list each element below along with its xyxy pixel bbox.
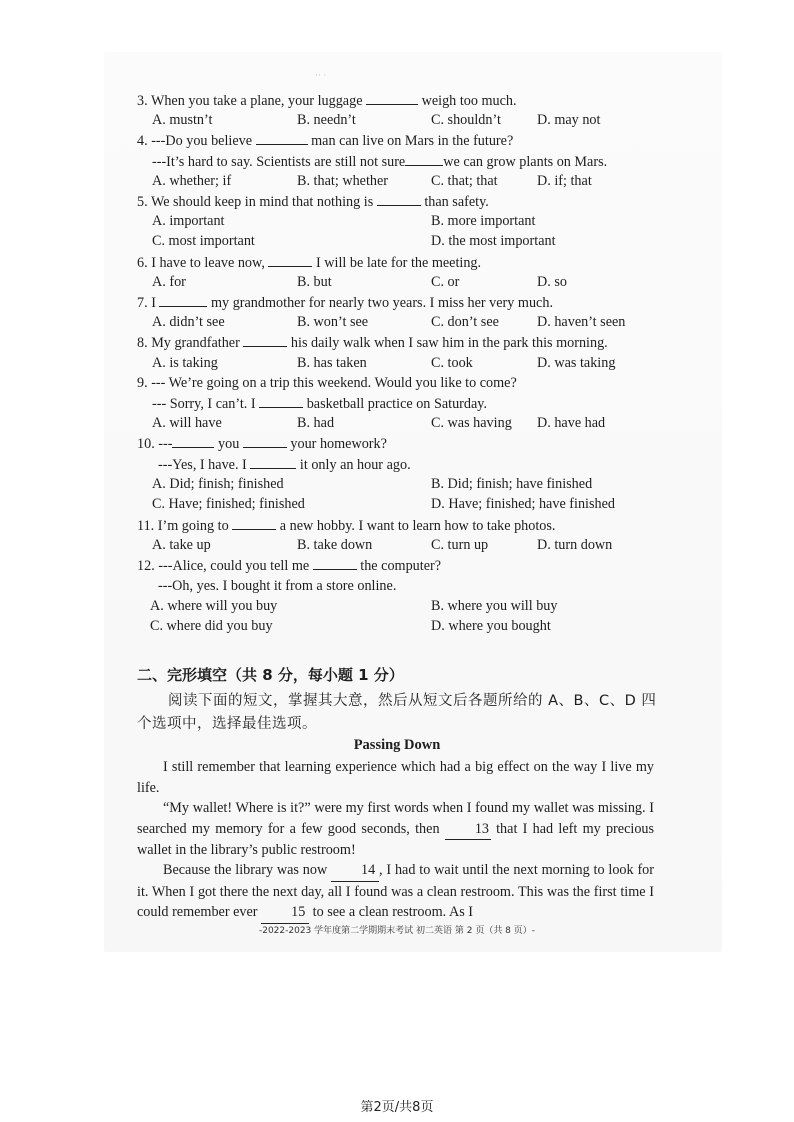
passage-title: Passing Down [353, 737, 441, 753]
option-a: A. will have [152, 415, 222, 431]
question-6: 6. I have to leave now, I will be late for the meeting. [137, 255, 482, 271]
passage-paragraph-1: I still remember that learning experience which had a big effect on the way I live my life. [137, 759, 654, 796]
section-heading: 二、完形填空（共 8 分，每小题 1 分） [137, 666, 404, 684]
question-12: 12. ---Alice, could you tell me the computer? [137, 558, 442, 574]
option-a: A. for [152, 274, 186, 290]
section-instruction: 阅读下面的短文，掌握其大意，然后从短文后各题所给的 A、B、C、D 四 [168, 693, 657, 709]
exam-footer: -2022-2023 学年度第二学期期末考试 初二英语 第 2 页（共 8 页）- [258, 926, 536, 936]
answer-blank [232, 517, 276, 530]
option-d: D. turn down [537, 537, 613, 553]
answer-blank [172, 435, 214, 448]
option-c: C. that; that [431, 173, 498, 189]
answer-blank [243, 435, 287, 448]
option-d: D. was taking [537, 355, 616, 371]
answer-blank [377, 193, 421, 206]
option-a: A. is taking [152, 355, 218, 371]
option-c: C. shouldn’t [431, 112, 501, 128]
question-10-line2: ---Yes, I have. I it only an hour ago. [158, 457, 411, 473]
question-12-line2: ---Oh, yes. I bought it from a store online. [158, 578, 397, 594]
answer-blank [366, 92, 418, 105]
option-d: D. have had [537, 415, 606, 431]
option-b: B. where you will buy [431, 598, 558, 614]
cloze-blank-14: 14 [331, 860, 379, 882]
option-b: B. take down [297, 537, 373, 553]
option-b: B. needn’t [297, 112, 356, 128]
option-b: B. won’t see [297, 314, 369, 330]
option-a: A. whether; if [152, 173, 232, 189]
option-d: D. may not [537, 112, 601, 128]
option-d: D. so [537, 274, 567, 290]
option-b: B. Did; finish; have finished [431, 476, 593, 492]
answer-blank [159, 294, 207, 307]
option-a: A. take up [152, 537, 211, 553]
option-c: C. most important [152, 233, 255, 249]
section-instruction-cont: 个选项中，选择最佳选项。 [137, 716, 317, 732]
option-d: D. the most important [431, 233, 556, 249]
option-a: A. important [152, 213, 225, 229]
answer-blank [250, 456, 296, 469]
option-b: B. has taken [297, 355, 367, 371]
option-c: C. or [431, 274, 460, 290]
answer-blank [405, 153, 443, 166]
answer-blank [313, 557, 357, 570]
option-c: C. Have; finished; finished [152, 496, 305, 512]
cloze-blank-13: 13 [445, 819, 491, 841]
option-c: C. where did you buy [150, 618, 273, 634]
question-7: 7. I my grandmother for nearly two years. I miss her very much. [137, 295, 553, 311]
option-b: B. but [297, 274, 332, 290]
option-a: A. Did; finish; finished [152, 476, 284, 492]
answer-blank [243, 334, 287, 347]
option-c: C. turn up [431, 537, 489, 553]
option-a: A. mustn’t [152, 112, 213, 128]
option-d: D. if; that [537, 173, 592, 189]
passage-paragraph-2: “My wallet! Where is it?” were my first words when I found my wallet was missing. I searched my memory for a few good seconds, then 13 that I had left my precious wallet in the library’s public restroom! [137, 800, 655, 859]
option-b: B. had [297, 415, 335, 431]
question-4-line2: ---It’s hard to say. Scientists are still not sure we can grow plants on Mars. [152, 154, 608, 170]
answer-blank [259, 395, 303, 408]
option-d: D. haven’t seen [537, 314, 626, 330]
question-4: 4. ---Do you believe man can live on Mars in the future? [137, 133, 514, 149]
question-8: 8. My grandfather his daily walk when I saw him in the park this morning. [137, 335, 608, 351]
option-d: D. Have; finished; have finished [431, 496, 615, 512]
page-number: 第2页/共8页 [360, 1100, 434, 1115]
passage-paragraph-3: Because the library was now 14 , I had to wait until the next morning to look for it. When I got there the next day, all I found was a clean restroom. This was the first time I could remember ever 15 to see a clean restroom. As I [137, 860, 654, 924]
question-10: 10. --- you your homework? [137, 436, 387, 452]
question-9: 9. --- We’re going on a trip this weekend. Would you like to come? [137, 375, 517, 391]
option-c: C. took [431, 355, 473, 371]
question-9-line2: --- Sorry, I can’t. I basketball practice on Saturday. [152, 396, 487, 412]
cloze-blank-15: 15 [261, 902, 309, 924]
question-5: 5. We should keep in mind that nothing is than safety. [137, 194, 489, 210]
question-3: 3. When you take a plane, your luggage weigh too much. [137, 93, 517, 109]
option-b: B. more important [431, 213, 536, 229]
option-d: D. where you bought [431, 618, 551, 634]
option-a: A. didn’t see [152, 314, 225, 330]
option-a: A. where will you buy [150, 598, 278, 614]
scan-artifact: ·· · [315, 70, 327, 80]
option-c: C. was having [431, 415, 512, 431]
answer-blank [268, 254, 312, 267]
option-b: B. that; whether [297, 173, 389, 189]
option-c: C. don’t see [431, 314, 499, 330]
answer-blank [256, 132, 308, 145]
question-11: 11. I’m going to a new hobby. I want to learn how to take photos. [137, 518, 556, 534]
